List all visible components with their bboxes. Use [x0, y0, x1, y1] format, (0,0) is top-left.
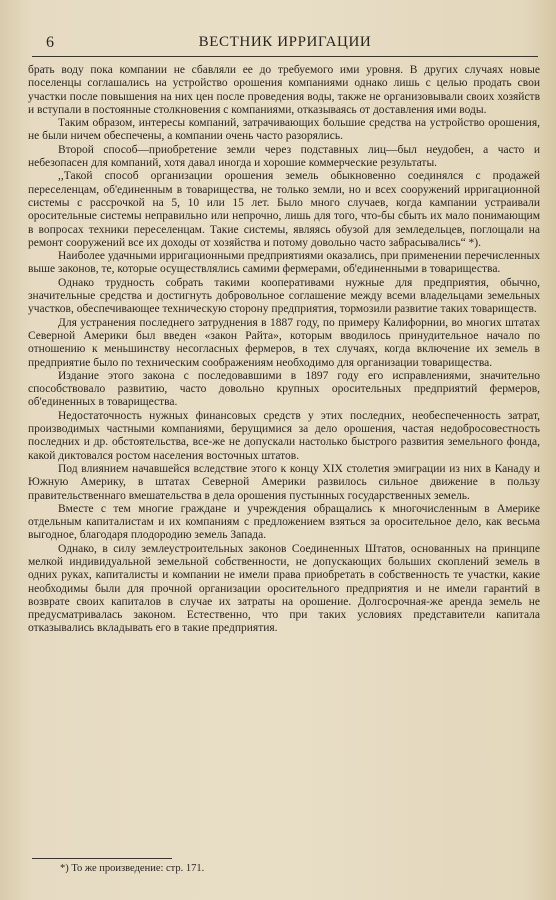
journal-title: ВЕСТНИК ИРРИГАЦИИ [198, 34, 372, 50]
paragraph: Однако трудность собрать такими кооперативами нужные для предприятия, обычно, значительные средства и достигнуть добровольное соглашение между всеми владельцами земельных участков, обеспечивающее техническую сторону предприятия, тормозили развитие таких товариществ. [28, 276, 540, 316]
paragraph: Второй способ—приобретение земли через подставных лиц—был неудобен, а часто и небезопасен для компаний, хотя давал иногда и хорошие коммерческие результаты. [28, 143, 540, 170]
quotation-paragraph: ,,Такой способ организации орошения земель обыкновенно соединялся с продажей переселенцам, об'единенным в товарищества, не только земли, но и всех сооружений ирригационной системы с рассрочкой на 5, 10 или 15 лет. Было много случаев, когда кампании устраивали оросительные системы неправильно или непрочно, лишь для того, что-бы сбыть их мало понимающим в вопросах техники переселенцам. Такие системы, являясь обузой для земледельцев, поглощали на ремонт сооружений все их доходы от хозяйства и потому довольно часто забрасывались“ *). [28, 170, 540, 249]
footnote: *) То же произведение: стр. 171. [60, 863, 205, 874]
article-body [28, 64, 540, 636]
paragraph: Под влиянием начавшейся вследствие этого к концу XIX столетия эмиграции из них в Канаду и Южную Америку, в штатах Северной Америки развилось сильное движение в пользу правительственнаго вмешательства в дела орошения пустынных государственных земель. [28, 462, 540, 502]
page-header [32, 34, 538, 57]
paragraph: Вместе с тем многие граждане и учреждения обращались к многочисленным в Америке отдельным капиталистам и их компаниям с предложением взяться за оросительное дело, как весьма выгодное, благодаря плодородию земель Запада. [28, 502, 540, 542]
paragraph: Недостаточность нужных финансовых средств у этих последних, необеспеченность затрат, производимых частными компаниями, берущимися за дело орошения, частая недобросовестность последних и др. обстоятельства, все-же не допускали настолько быстрого развития земельного фонда, какой диктовался ростом населения восточных штатов. [28, 409, 540, 462]
paragraph: Издание этого закона с последовавшими в 1897 году его исправлениями, значительно способствовало развитию, часто довольно крупных оросительных предприятий фермеров, об'единенных в товарищества. [28, 369, 540, 409]
paragraph: Наиболее удачными ирригационными предприятиями оказались, при применении перечисленных выше законов, те, которые осуществлялись самими фермерами, об'единенными в товарищества. [28, 250, 540, 276]
paragraph: брать воду пока компании не сбавляли ее до требуемого ими уровня. В других случаях новые поселенцы соглашались на устройство орошения компаниями однако лишь с целью продать свои участки после повышения на них цен после проведения воды, также не организовывали своих хозяйств и вступали в постоянные столкновения с компаниями, отказываясь от доставления ими воды. [28, 64, 540, 116]
page-number: 6 [46, 34, 54, 51]
paragraph: Для устранения последнего затруднения в 1887 году, по примеру Калифорнии, во многих штатах Северной Америки был введен «закон Райта», которым вводилось принудительное начало по отношению к меньшинству несогласных фермеров, в тех случаях, когда включение их земель в предприятие было по техническим соображениям необходимо для организации товарищества. [28, 316, 540, 369]
footnote-divider [32, 858, 172, 859]
paragraph: Таким образом, интересы компаний, затрачивающих большие средства на устройство орошения, не были ничем обеспечены, а компании очень часто разорялись. [28, 117, 540, 143]
paragraph: Однако, в силу землеустроительных законов Соединенных Штатов, основанных на принципе мелкой индивидуальной земельной собственности, не допускающих больших скоплений земель в одних руках, капиталисты и компании не имели права приобретать в собственность те участки, какие необходимы были для прочной организации оросительного предприятия и не имели гарантий в возврате своих капиталов в случае их затраты на орошение. Долгосрочная-же аренда земель не предусматривалась законом. Естественно, что при таких условиях представители капитала отказывались вкладывать его в такие предприятия. [28, 542, 540, 635]
